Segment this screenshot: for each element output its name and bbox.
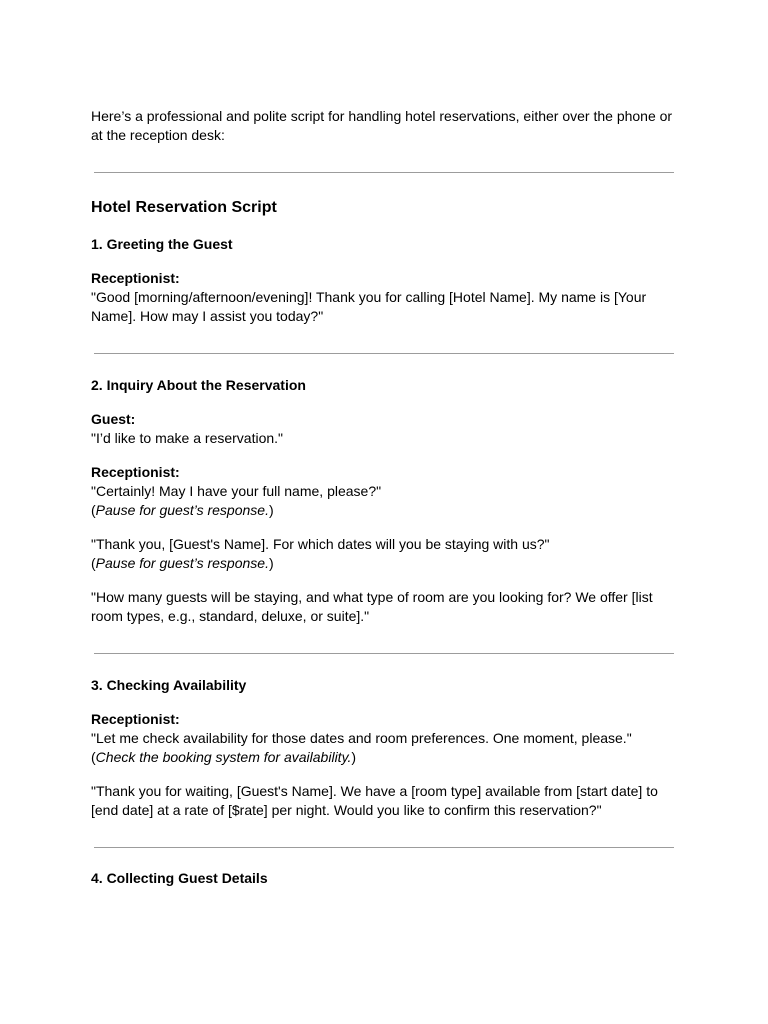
stage-direction: (Check the booking system for availability.) — [91, 749, 357, 765]
intro-paragraph: Here’s a professional and polite script for handling hotel reservations, either over the phone or at the reception desk: — [91, 108, 673, 143]
stage-direction: (Pause for guest’s response.) — [91, 555, 274, 571]
stage-direction-text: Check the booking system for availability. — [95, 749, 352, 765]
dialogue-line: "Good [morning/afternoon/evening]! Thank you for calling [Hotel Name]. My name is [Your Name]. How may I assist you today?" — [91, 289, 647, 324]
dialogue-line: "Certainly! May I have your full name, please?" — [91, 483, 382, 499]
section-heading-guest-details: 4. Collecting Guest Details — [91, 870, 268, 886]
dialogue-line: "Let me check availability for those dates and room preferences. One moment, please." — [91, 730, 632, 746]
speaker-label: Receptionist: — [91, 270, 180, 286]
speaker-label: Guest: — [91, 411, 136, 427]
document-title: Hotel Reservation Script — [91, 199, 277, 216]
dialogue-line: "Thank you for waiting, [Guest's Name]. We have a [room type] available from [start date] to [end date] at a rate of [$rate] per night. Would you like to confirm this reservation?" — [91, 783, 658, 818]
section-heading-inquiry: 2. Inquiry About the Reservation — [91, 377, 306, 393]
divider — [94, 653, 674, 654]
divider — [94, 847, 674, 848]
stage-direction-text: Pause for guest’s response. — [95, 555, 269, 571]
stage-direction: (Pause for guest’s response.) — [91, 502, 274, 518]
divider — [94, 353, 674, 354]
stage-direction-text: Pause for guest’s response. — [95, 502, 269, 518]
section-heading-greeting: 1. Greeting the Guest — [91, 236, 233, 252]
speaker-label: Receptionist: — [91, 464, 180, 480]
dialogue-line: "How many guests will be staying, and what type of room are you looking for? We offer [list room types, e.g., standard, deluxe, or suite]." — [91, 589, 653, 624]
dialogue-line: "I’d like to make a reservation." — [91, 430, 284, 446]
speaker-label: Receptionist: — [91, 711, 180, 727]
dialogue-line: "Thank you, [Guest's Name]. For which dates will you be staying with us?" — [91, 536, 550, 552]
section-heading-availability: 3. Checking Availability — [91, 677, 247, 693]
divider — [94, 172, 674, 173]
